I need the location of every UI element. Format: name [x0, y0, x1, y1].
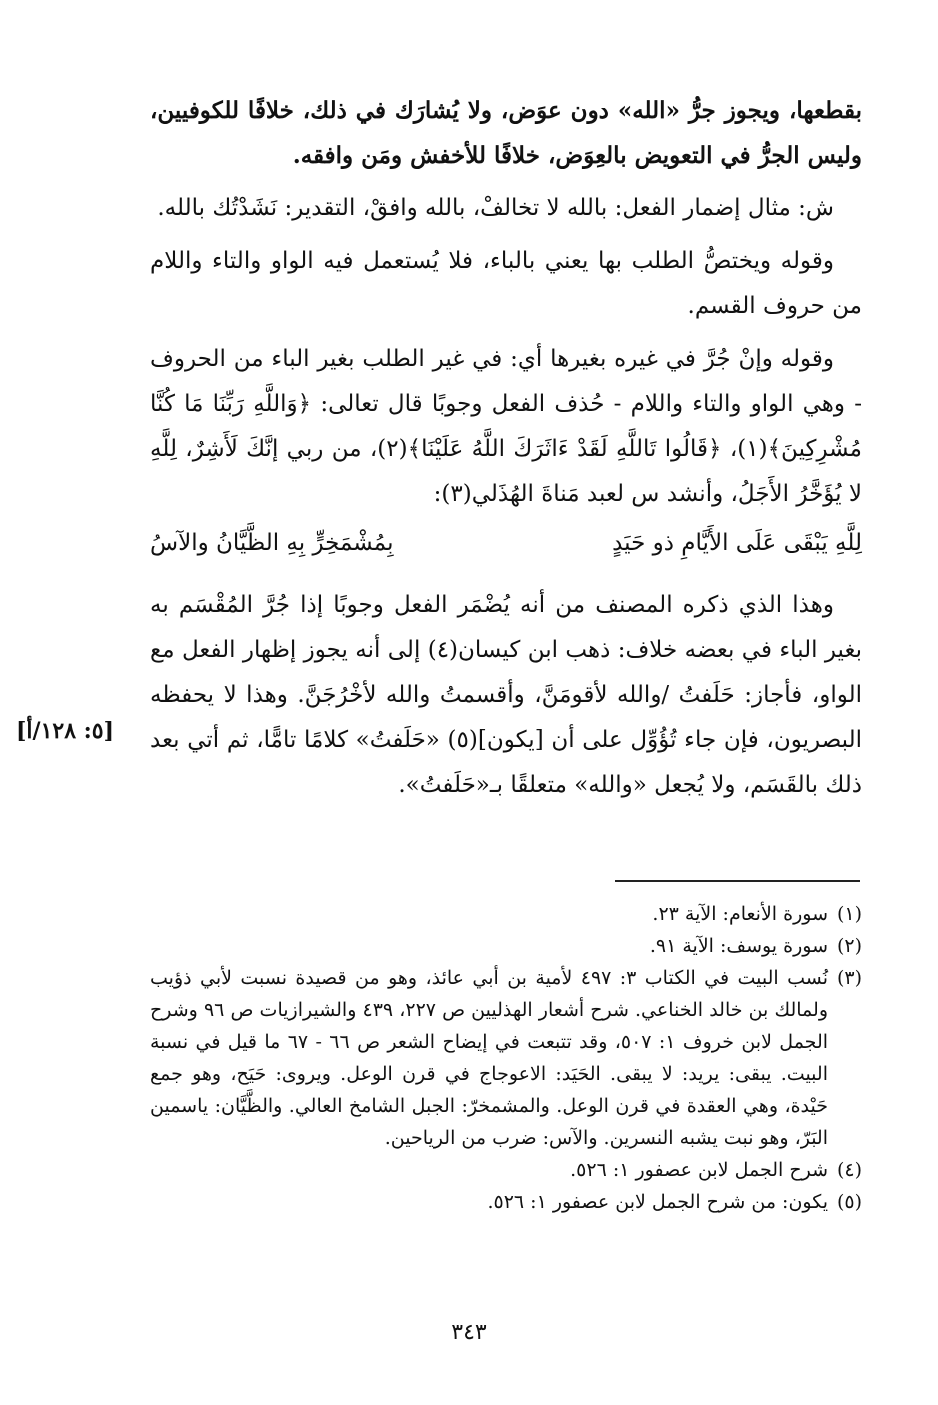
- paragraph-sharh-3: وقوله وإنْ جُرَّ في غيره بغيرها أي: في غير الطلب بغير الباء من الحروف - وهي الواو والتاء واللام - حُذف الفعل وجوبًا قال تعالى: ﴿وَاللَّهِ رَبِّنَا مَا كُنَّا مُشْرِكِينَ﴾(١)، ﴿قَالُوا تَاللَّهِ لَقَدْ ءَاثَرَكَ اللَّهُ عَلَيْنَا﴾(٢)، من ربي إنَّكَ لَأَشِرٌ، لِلَّهِ لا يُؤَخَّرُ الأَجَلُ، وأنشد س لعبد مَناةَ الهُذَلي(٣):: [150, 346, 862, 507]
- poetry-verse: [150, 521, 862, 565]
- footnote-text: سورة الأنعام: الآية ٢٣.: [652, 903, 828, 925]
- footnote: [150, 1154, 862, 1186]
- main-text: [150, 88, 862, 808]
- footnote: [150, 898, 862, 930]
- footnote-number: (٣): [836, 967, 862, 989]
- footnote: [150, 1186, 862, 1218]
- footnote-separator: [615, 880, 860, 882]
- footnote-number: (٢): [836, 935, 862, 957]
- paragraph-sharh-1: ش: مثال إضمار الفعل: بالله لا تخالفْ، بالله وافقْ، التقدير: نَشَدْتُك بالله.: [157, 195, 834, 221]
- paragraph-matn: بقطعها، ويجوز جرُّ «الله» دون عوَض، ولا يُشارَك في ذلك، خلافًا للكوفيين، وليس الجرُّ في التعويض بالعِوَض، خلافًا للأخفش ومَن وافقه.: [150, 97, 862, 169]
- verse-second-hemistich: بِمُشْمَخِرٍّ بِهِ الظَّيَّانُ والآسُ: [150, 530, 394, 556]
- footnote-text: سورة يوسف: الآية ٩١.: [649, 935, 828, 957]
- footnote-number: (١): [836, 903, 862, 925]
- footnote: [150, 962, 862, 1154]
- manuscript-folio-reference: [٥: ١٢٨/أ]: [16, 718, 115, 744]
- footnotes: [150, 898, 862, 1218]
- paragraph-sharh-4: وهذا الذي ذكره المصنف من أنه يُضْمَر الفعل وجوبًا إذا جُرَّ المُقْسَم به بغير الباء في بعضه خلاف: ذهب ابن كيسان(٤) إلى أنه يجوز إظهار الفعل مع الواو، فأجاز: حَلَفتُ /والله لأقومَنَّ، وأقسمتُ والله لأخْرُجَنَّ. وهذا لا يحفظه البصريون، فإن جاء تُؤُوِّل على أن [يكون](٥) «حَلَفتُ» كلامًا تامًّا، ثم أتي بعد ذلك بالقَسَم، ولا يُجعل «والله» متعلقًا بـ«حَلَفتُ».: [150, 592, 863, 798]
- verse-first-hemistich: لِلَّهِ يَبْقَى عَلَى الأَيَّامِ ذو حَيَدٍ: [612, 530, 862, 556]
- page-number: ٣٤٣: [451, 1320, 487, 1345]
- footnote: [150, 930, 862, 962]
- footnote-text: نُسب البيت في الكتاب ٣: ٤٩٧ لأمية بن أبي عائذ، وهو من قصيدة نسبت لأبي ذؤيب ولمالك بن خالد الخناعي. شرح أشعار الهذليين ص ٢٢٧، ٤٣٩ والشيرازيات ص ٩٦ وشرح الجمل لابن خروف ١: ٥٠٧، وقد تتبعت في إيضاح الشعر ص ٦٦ - ٦٧ ما قيل في نسبة البيت. يبقى: يريد: لا يبقى. الحَيَد: الاعوجاج في قرن الوعل. ويروى: حَيَح، وهو جمع حَيْدة، وهي العقدة في قرن الوعل. والمشمخرّ: الجبل الشامخ العالي. والظَّيَّان: ياسمين البَرّ، وهو نبت يشبه النسرين. والآس: ضرب من الرياحين.: [150, 967, 829, 1149]
- paragraph-sharh-2: وقوله ويختصُّ الطلب بها يعني بالباء، فلا يُستعمل فيه الواو والتاء واللام من حروف القسم.: [150, 248, 862, 319]
- footnote-text: شرح الجمل لابن عصفور ١: ٥٢٦.: [570, 1159, 828, 1181]
- footnote-number: (٥): [836, 1191, 862, 1213]
- footnote-text: يكون: من شرح الجمل لابن عصفور ١: ٥٢٦.: [487, 1191, 828, 1213]
- footnote-number: (٤): [836, 1159, 862, 1181]
